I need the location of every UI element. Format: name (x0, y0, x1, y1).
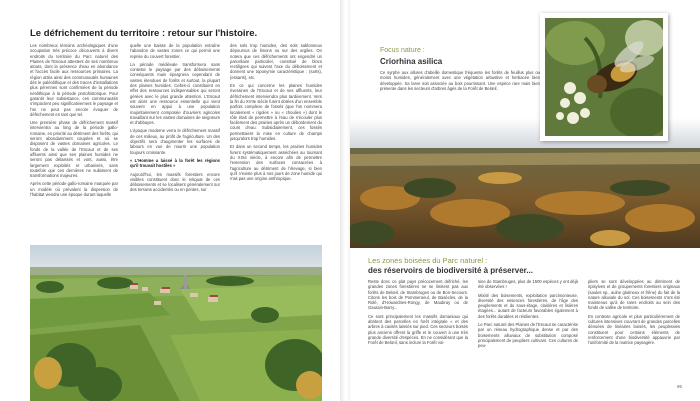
paragraph: L'époque moderne verra le défrichement massif de ces milieux, au profit de l'agriculture. Un des objectifs sera d'augmenter les surfaces de labours en vue de nourrir une population toujours croissante. (130, 128, 220, 155)
section-title-deforestation: Le défrichement du territoire : retour sur l'histoire. (30, 28, 258, 39)
paragraph: La période médiévale transformera sans conteste le paysage par des déboisements conséquents mais épargnera cependant de vastes étendues de forêts et surtout, la plupart des plaines humides. Celles-ci constituent en effet des ressources indispensables qui seront gérées avec le plus grande attention. L'Escaut est alors une ressource essentielle qui vient souvent en appui à une population majoritairement composée d'ouvriers agricoles travaillant sur les vastes domaines de seigneurs et d'abbayes. (130, 61, 220, 126)
paragraph: En contexte agricole et plus particulièrement de cultures intensives couvrant de grandes parcelles dénuées de linéaires boisés, les peupleraies constituent pour certains éléments de renforcement d'une biodiversité appauvrie par l'uniformité de la matrice paysagère. (588, 313, 680, 346)
page-number: 95 (677, 384, 683, 389)
focus-species-name: Criorhina asilica (380, 57, 443, 66)
paragraph: quelle une baisse de la population entraîne l'abandon de vastes zones ce qui permit une reprise du couvert forestier. (130, 43, 220, 59)
text-column-right-3 (588, 279, 680, 349)
text-column-2 (130, 43, 220, 196)
paragraph: Et dans un second temps, les prairies humides furent systématiquement asséchées au tournant du XIXe siècle, à encore afin de permettre l'extension des surfaces consacrées à l'agriculture au détriment de l'élevage, si bien qu'il n'existe plus à nos jours de zone humide qui n'ait pas une origine anthropique. (230, 144, 322, 182)
paragraph: sine de Stambruges, plus de 1500 espèces y ont déjà été observées ! (478, 279, 578, 290)
hoverfly-photo (545, 18, 663, 136)
paragraph: Reste donc ce plat pays précocement défriché, les grandes zones forestières ne se limitent pas aux forêts de Belœil, de Stambruges ou de Bon-Secours. Citons les bois de Pommeroeul, de Basècles, de la Rolé, d'Howardries-Rongy, de Maubray ou de Gaurain-Barry... (368, 279, 468, 311)
focus-description: Ce syrphe aux allures d'abeille domestique fréquente les forêts de feuillus plus ou moins humides, généralement avec une végétation arbustive et herbacée bien développée. Sa larve soit associée au bois pourrissant. Une espèce rare mais bien présente dans les secteurs d'arbres âgés de la Forêt de Belœil. (380, 70, 540, 91)
paragraph: Ce sont principalement les massifs domaniaux qui abritent des parcelles en forêt intégrale « et des arbres à cavités laissés sur pied. Ces secteurs boisés plus anciens offrent la griffe et le couvert à une très grande diversité d'espèces. En ne considérant que la Forêt de Belœil, sans inclure la Forêt voi- (368, 313, 468, 346)
paragraph: Une première phase de défrichement massif intervientra au long de la période gallo-romaine, en priorité au détriment des forêts, qui seront abondamment coupées et où se disposent de vastes domaines agricoles. Le fonds de la vallée de l'Escaut et de ses affluents ainsi que ses plaines humides ne seront pas délaissés et vont, aussi, être largement exploités et urbanisés, sans toutefois que ces dernières ne subissent de transformations majeures. (30, 120, 118, 179)
text-column-3 (230, 43, 322, 184)
pull-quote: « L'Homme a laissé à la forêt les régions qu'il trouvait hostiles » (130, 157, 220, 169)
text-column-right-2 (478, 279, 578, 352)
text-column-right-1 (368, 279, 468, 349)
biodiversity-section-title: Les zones boisées du Parc naturel : (368, 256, 488, 265)
paragraph: Les nombreux témoins archéologiques d'une occupation très précoce découverts à divers endroits du territoire du Parc naturel des Plaines de l'Escaut attestent de ses nombreux atouts, dont la présence d'eau en abondance et l'accès facile aux ressources primaires. La région attira ainsi des communautés humaines dès le paléolithique et des traces d'installations plus pérennes sont confirmées de la période néolithique à la période protohistorique. Pour garantir leur subsistance, ces communautés s'impactent peu significativement le paysage et l'on ne peut pas encore évoquer de défrichement en tant que tel. (30, 43, 118, 117)
biodiversity-section-subtitle: des réservoirs de biodiversité à préserver... (368, 266, 533, 275)
text-column-1 (30, 43, 118, 200)
aerial-village-photo (30, 245, 322, 401)
paragraph: En ce qui concerne les plaines humides riveraines de l'Escaut et de ses affluents, leur défrichement interviendra plus tardivement. Vers la fin du XVIIe siècle furent dotées d'un ensemble parfois complexe de fossés (que l'on nommera localement « rigoles » ou « choulies ») dont le rôle était de permettre à l'eau de s'écouler plus facilement des prairies après un débordement du cours d'eau. Subsidiairement, ces fossés permettaient la mise en culture de champs jusqu'alors trop humides. (230, 83, 322, 142)
hoverfly-photo-frame (540, 13, 668, 141)
left-page (0, 0, 342, 401)
paragraph: Mixité des boisements, exploitation parcimonieuse, diversité des essences forestières, de l'âge des peuplements et du sous-étage, clairières et lisières étagées... autant de facteurs favorables également à des forêts durables et résilientes. (478, 292, 578, 319)
paragraph: Le Parc naturel des Plaines de l'Escaut se caractérise par un réseau hydrographique dense et par des boisements alluviaux de substitution composé principalement de peupliers cultivars. Ces cultures de peu- (478, 322, 578, 349)
paragraph: Aujourd'hui, les massifs forestiers encore visibles constituent donc le reliquat de ces déboisements et se localisent généralement sur des terrains accidentés ou en pentes, sur (130, 171, 220, 193)
focus-heading: Focus nature : (380, 47, 425, 54)
paragraph: Après cette période gallo-romaine marquée par un modèle où prévalent la dispersion de l'habitat viendra une époque durant laquelle (30, 181, 118, 198)
paragraph: des sols trop humides, des sols sablonneux dépourvus de limons ou sur des argiles. On notera que ces défrichements ont engendré un parcellaire particulier, constitué de blocs rectilignes qui suivent l'axe du déboisement et donnent une toponymie caractéristique : (sarts), (essarts), etc. (230, 43, 322, 80)
paragraph: pliers se sont développées au détriment de ripisylves et de groupements forestiers originaux (saules sp., aulne glutineux et frêne) du fait de la nature alluviale du sol. Ces boisements n'ont été maintenus qu'à de rares endroits au sein des fonds de vallée de territoire. (588, 279, 680, 311)
